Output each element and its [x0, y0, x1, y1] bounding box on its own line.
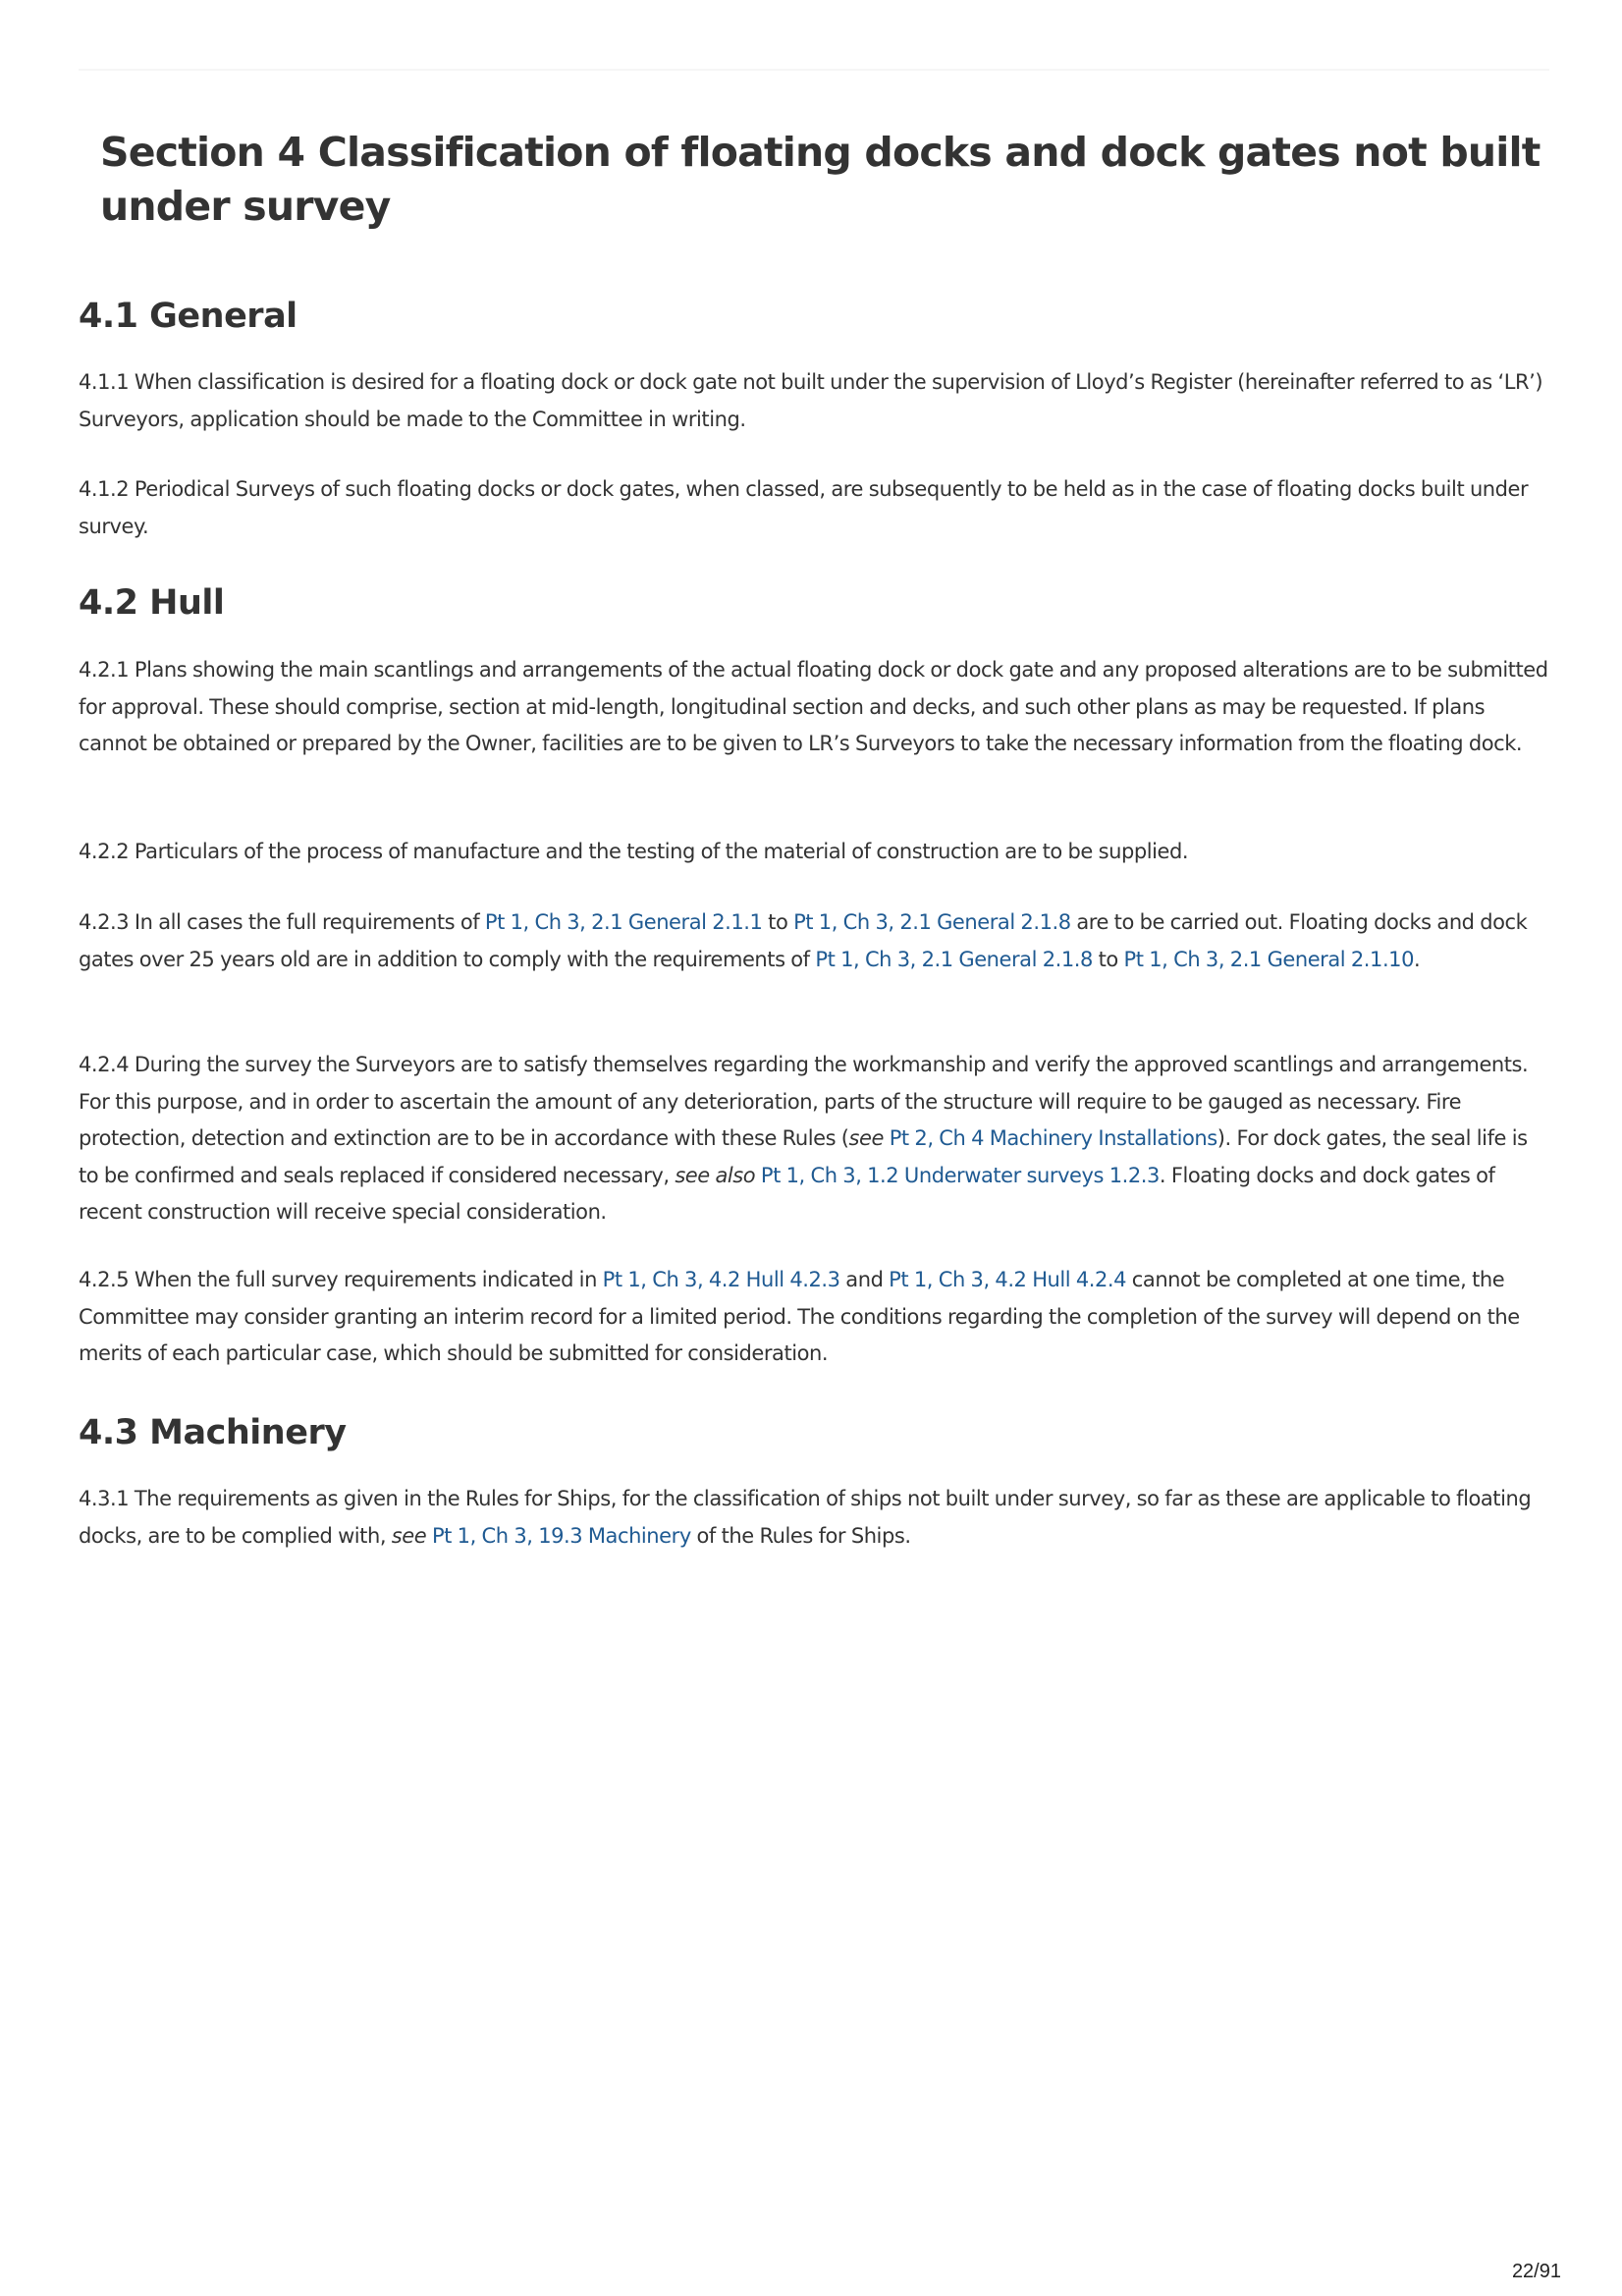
text-segment: ). For dock gates, the seal life is to be confirmed and seals replaced if considered necessary, [79, 1126, 1528, 1187]
paragraph-4-3-1 [79, 1481, 1551, 1555]
text-segment: to [762, 910, 794, 934]
section-title: Section 4 Classification of floating docks and dock gates not built under survey [100, 129, 1541, 230]
xref-link-pt1-ch3-2-1-8-b[interactable]: Pt 1, Ch 3, 2.1 General 2.1.8 [815, 947, 1093, 971]
heading-4-1: 4.1 General [79, 297, 297, 336]
xref-link-pt1-ch3-2-1-1[interactable]: Pt 1, Ch 3, 2.1 General 2.1.1 [484, 910, 763, 934]
xref-link-pt1-ch3-4-2-4[interactable]: Pt 1, Ch 3, 4.2 Hull 4.2.4 [889, 1268, 1127, 1291]
text-segment: are to be carried out. Floating docks and dock gates over 25 years old are in addition to comply with the requirements of [79, 910, 1528, 971]
paragraph-4-2-3 [79, 904, 1551, 978]
text-segment: 4.2.4 During the survey the Surveyors are to satisfy themselves regarding the workmanship and verify the approved scantlings and arrangements. For this purpose, and in order to ascertain the amount of any deterioration, parts of the structure will require to be gauged as necessary. Fire protection, detection and extinction are to be in accordance with these Rules ( [79, 1053, 1529, 1150]
text-segment: to [1092, 947, 1124, 971]
text-segment: cannot be completed at one time, the Committee may consider granting an interim record for a limited period. The conditions regarding the completion of the survey will depend on the merits of each particular case, which should be submitted for consideration. [79, 1268, 1520, 1365]
xref-link-pt1-ch3-19-3-machinery[interactable]: Pt 1, Ch 3, 19.3 Machinery [431, 1523, 691, 1548]
xref-link-pt1-ch3-2-1-10[interactable]: Pt 1, Ch 3, 2.1 General 2.1.10 [1123, 947, 1414, 971]
paragraph-4-1-2: 4.1.2 Periodical Surveys of such floating docks or dock gates, when classed, are subsequently to be held as in the case of floating docks built under survey. [79, 477, 1529, 538]
paragraph-4-2-4 [79, 1047, 1551, 1231]
text-segment: 4.3.1 The requirements as given in the Rules for Ships, for the classification of ships not built under survey, so far as these are applicable to floating docks, are to be complied with, [79, 1487, 1532, 1548]
emphasis-see: see [391, 1523, 427, 1548]
text-segment: . Floating docks and dock gates of recent construction will receive special consideration. [79, 1163, 1495, 1224]
text-segment: and [839, 1268, 890, 1291]
heading-4-2: 4.2 Hull [79, 583, 225, 623]
text-segment: 4.2.5 When the full survey requirements indicated in [79, 1268, 603, 1291]
paragraph-4-2-1: 4.2.1 Plans showing the main scantlings and arrangements of the actual floating dock or dock gate and any proposed alterations are to be submitted for approval. These should comprise, section at mid-length, longitudinal section and decks, and such other plans as may be requested. If plans cannot be obtained or prepared by the Owner, facilities are to be given to LR’s Surveyors to take the necessary information from the floating dock. [79, 658, 1548, 755]
xref-link-pt2-ch4-machinery-installations[interactable]: Pt 2, Ch 4 Machinery Installations [889, 1126, 1217, 1150]
page-number: 22/91 [1511, 2261, 1561, 2282]
xref-link-pt1-ch3-4-2-3[interactable]: Pt 1, Ch 3, 4.2 Hull 4.2.3 [602, 1268, 840, 1291]
paragraph-4-2-2: 4.2.2 Particulars of the process of manufacture and the testing of the material of construction are to be supplied. [79, 840, 1189, 863]
xref-link-pt1-ch3-2-1-8[interactable]: Pt 1, Ch 3, 2.1 General 2.1.8 [793, 910, 1071, 934]
text-segment: 4.2.3 In all cases the full requirements of [79, 910, 485, 934]
emphasis-see-also: see also [675, 1163, 756, 1187]
emphasis-see: see [848, 1126, 884, 1150]
page-top-rule [79, 69, 1549, 71]
paragraph-4-2-5 [79, 1262, 1551, 1373]
text-segment: of the Rules for Ships. [690, 1523, 911, 1548]
paragraph-4-1-1: 4.1.1 When classification is desired for a floating dock or dock gate not built under the supervision of Lloyd’s Register (hereinafter referred to as ‘LR’) Surveyors, application should be made to the Committee in writing. [79, 370, 1543, 431]
text-segment: . [1414, 947, 1421, 971]
heading-4-3: 4.3 Machinery [79, 1413, 347, 1452]
xref-link-pt1-ch3-1-2-3[interactable]: Pt 1, Ch 3, 1.2 Underwater surveys 1.2.3 [760, 1163, 1160, 1187]
